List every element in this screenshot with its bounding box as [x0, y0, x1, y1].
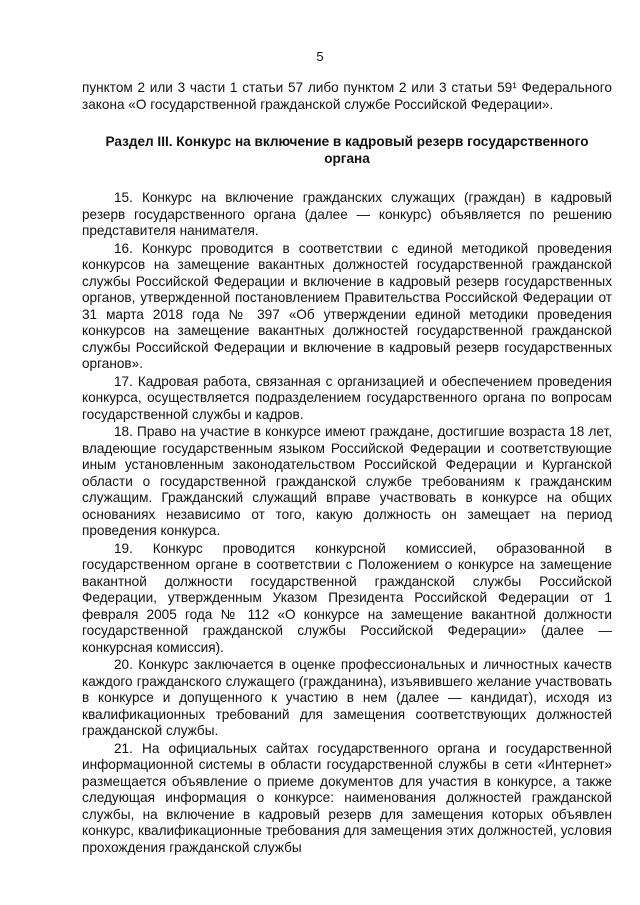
paragraph-19: 19. Конкурс проводится конкурсной комиссией, образованной в государственном органе в соответствии с Положением о конкурсе на замещение вакантной должности государственной гражданской службы Российской Федерации, утвержденным Указом Президента Российской Федерации от 1 февраля 2005 года № 112 «О конкурсе на замещение вакантной должности государственной гражданской службы Российской Федерации» (далее — конкурсная комиссия).: [82, 540, 612, 655]
paragraph-21: 21. На официальных сайтах государственного органа и государственной информационной системы в области государственной службы в сети «Интернет» размещается объявление о приеме документов для участия в конкурсе, а также следующая информация о конкурсе: наименования должностей гражданской службы, на включение в кадровый резерв для замещения которых объявлен конкурс, квалификационные требования для замещения этих должностей, условия прохождения гражданской службы: [82, 740, 612, 855]
paragraph-16: 16. Конкурс проводится в соответствии с единой методикой проведения конкурсов на замещение вакантных должностей государственной гражданской службы Российской Федерации и включение в кадровый резерв государственных органов, утвержденной постановлением Правительства Российской Федерации от 31 марта 2018 года № 397 «Об утверждении единой методики проведения конкурсов на замещение вакантных должностей государственной гражданской службы Российской Федерации и включение в кадровый резерв государственных органов».: [82, 240, 612, 371]
section-heading: Раздел III. Конкурс на включение в кадровый резерв государственного органа: [105, 134, 589, 166]
page-number: 5: [316, 49, 324, 64]
paragraph-18: 18. Право на участие в конкурсе имеют граждане, достигшие возраста 18 лет, владеющие государственным языком Российской Федерации и соответствующие иным установленным законодательством Российской Федерации и Курганской области о государственной гражданской службе требованиям к гражданским служащим. Гражданский служащий вправе участвовать в конкурсе на общих основаниях независимо от того, какую должность он замещает на период проведения конкурса.: [82, 424, 612, 538]
paragraph-15: 15. Конкурс на включение гражданских служащих (граждан) в кадровый резерв государственного органа (далее — конкурс) объявляется по решению представителя нанимателя.: [82, 190, 612, 238]
paragraph-continuation: пунктом 2 или 3 части 1 статьи 57 либо пунктом 2 или 3 статьи 59¹ Федерального закона «О государственной гражданской службе Российской Федерации».: [82, 80, 612, 112]
paragraph-20: 20. Конкурс заключается в оценке профессиональных и личностных качеств каждого гражданского служащего (гражданина), изъявившего желание участвовать в конкурсе и допущенного к участию в нем (далее — кандидат), исходя из квалификационных требований для замещения соответствующих должностей гражданской службы.: [82, 657, 612, 738]
paragraph-17: 17. Кадровая работа, связанная с организацией и обеспечением проведения конкурса, осуществляется подразделением государственного органа по вопросам государственной службы и кадров.: [82, 373, 612, 422]
document-body: [82, 80, 612, 856]
